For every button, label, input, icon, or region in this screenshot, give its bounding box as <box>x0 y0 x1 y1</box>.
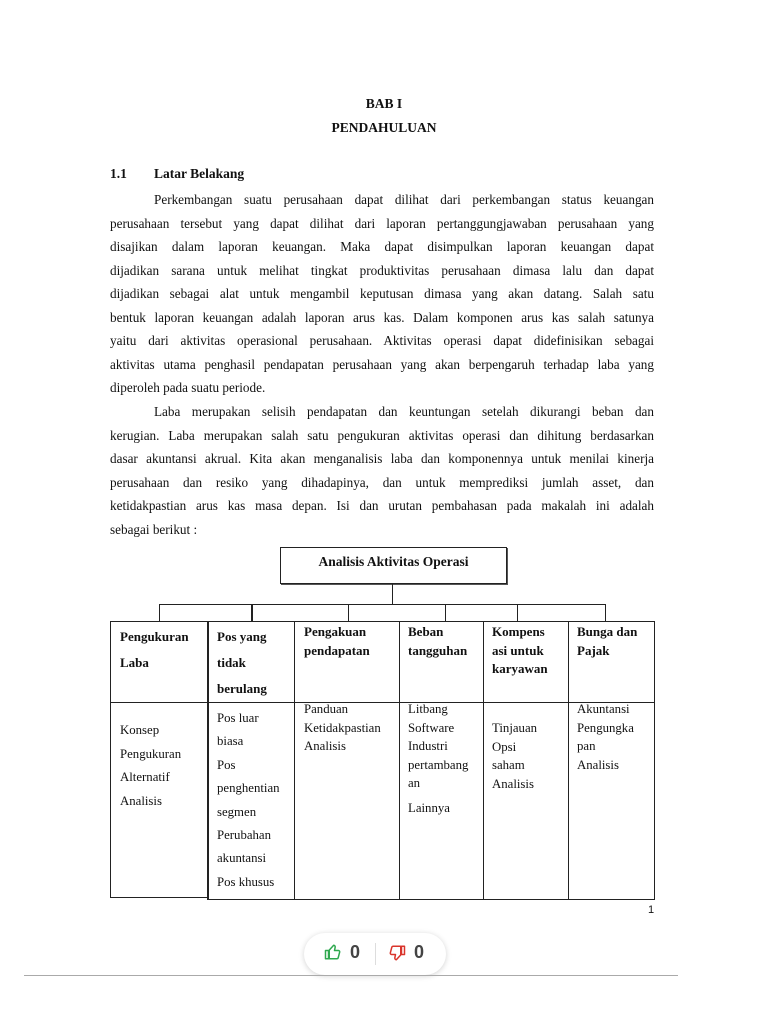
thumbs-up-icon <box>324 943 342 961</box>
section-title: Latar Belakang <box>154 166 245 181</box>
connector-line <box>159 604 605 605</box>
connector-line <box>348 604 349 621</box>
column-header-beban-tangguhan: Beban tangguhan <box>408 624 468 658</box>
table-border <box>110 702 655 703</box>
text-line: sebagai berikut : <box>110 521 198 537</box>
text-line: disajikan dalam laporan keuangan. Maka dapat disimpulkan laporan keuangan dapat <box>110 239 654 254</box>
chapter-number: BAB I <box>365 96 403 111</box>
column-header-kompensasi-karyawan: Kompens asi untuk karyawan <box>492 624 548 676</box>
downvote-count: 0 <box>414 942 425 962</box>
column-header-pengukuran-laba: Pengukuran Laba <box>120 629 189 670</box>
chapter-title: PENDAHULUAN <box>331 120 437 135</box>
table-border <box>654 621 655 899</box>
text-line: dijadikan sarana untuk melihat tingkat produktivitas perusahaan dimasa lalu dan dapat <box>110 262 654 278</box>
column-body: Konsep Pengukuran Alternatif Analisis <box>120 723 182 808</box>
divider <box>24 975 678 976</box>
diagram-root-box <box>280 547 507 584</box>
column-body: Akuntansi Pengungka pan Analisis <box>577 702 634 772</box>
text-line: yaitu dari aktivitas operasional perusahaan. Aktivitas operasi dapat didefinisikan sebagai <box>110 333 654 348</box>
text-line: dasar akuntansi akrual. Kita akan menganalisis laba dan komponennya untuk menilai kinerja <box>110 451 654 466</box>
text-line: Perkembangan suatu perusahaan dapat dilihat dari perkembangan status keuangan <box>154 192 654 207</box>
column-body: Tinjauan Opsi saham Analisis <box>492 721 538 791</box>
column-body: Panduan Ketidakpastian Analisis <box>304 702 381 753</box>
text-line: dijadikan sebagai alat untuk mengambil keputusan dimasa yang akan datang. Salah satu <box>110 286 654 301</box>
downvote-button[interactable] <box>388 942 424 963</box>
table-border <box>207 621 209 899</box>
table-border <box>483 621 484 899</box>
table-border <box>110 621 655 622</box>
column-body: Pos luar biasa Pos penghentian segmen Perubahan akuntansi Pos khusus <box>217 711 280 889</box>
section-number: 1.1 <box>110 166 127 181</box>
text-line: perusahaan dan resiko yang dihadapinya, dan untuk memprediksi jumlah asset, dan <box>110 474 654 490</box>
upvote-count: 0 <box>350 942 361 962</box>
column-header-pos-tidak-berulang: Pos yang tidak berulang <box>217 629 267 696</box>
connector-line <box>251 604 253 621</box>
vote-divider <box>375 943 376 965</box>
connector-line <box>159 604 160 621</box>
connector-line <box>392 584 393 604</box>
thumbs-down-icon <box>388 944 406 962</box>
connector-line <box>517 604 518 621</box>
table-border <box>294 621 295 899</box>
page-number: 1 <box>648 904 655 916</box>
connector-line <box>445 604 446 621</box>
text-line: ketidakpastian arus kas masa depan. Isi dan urutan pembahasan pada makalah ini adalah <box>110 498 654 513</box>
text-line: perusahaan tersebut yang dapat dilihat dari laporan pertanggungjawaban perusahaan yang <box>110 215 654 231</box>
text-line: diperoleh pada suatu periode. <box>110 380 266 395</box>
table-border <box>110 897 207 898</box>
text-line: bentuk laporan keuangan adalah laporan arus kas. Dalam komponen arus kas salah satunya <box>110 309 654 325</box>
vote-bar <box>304 933 446 975</box>
table-border <box>568 621 569 899</box>
column-header-pengakuan-pendapatan: Pengakuan pendapatan <box>304 624 370 658</box>
column-header-bunga-pajak: Bunga dan Pajak <box>577 624 638 658</box>
table-border <box>399 621 400 899</box>
text-line: Laba merupakan selisih pendapatan dan keuntungan setelah dikurangi beban dan <box>154 404 654 419</box>
diagram-root-label: Analisis Aktivitas Operasi <box>318 554 469 569</box>
table-border <box>207 899 655 900</box>
table-border <box>110 621 111 897</box>
text-line: aktivitas utama penghasil pendapatan perusahaan yang akan berpengaruh terhadap laba yang <box>110 356 654 372</box>
connector-line <box>605 604 606 621</box>
upvote-button[interactable] <box>324 942 360 963</box>
column-body: Litbang Software Industri pertambang an Lainnya <box>408 702 469 815</box>
text-line: kerugian. Laba merupakan salah satu pengukuran aktivitas operasi dan dihitung berdasarkan <box>110 427 654 443</box>
